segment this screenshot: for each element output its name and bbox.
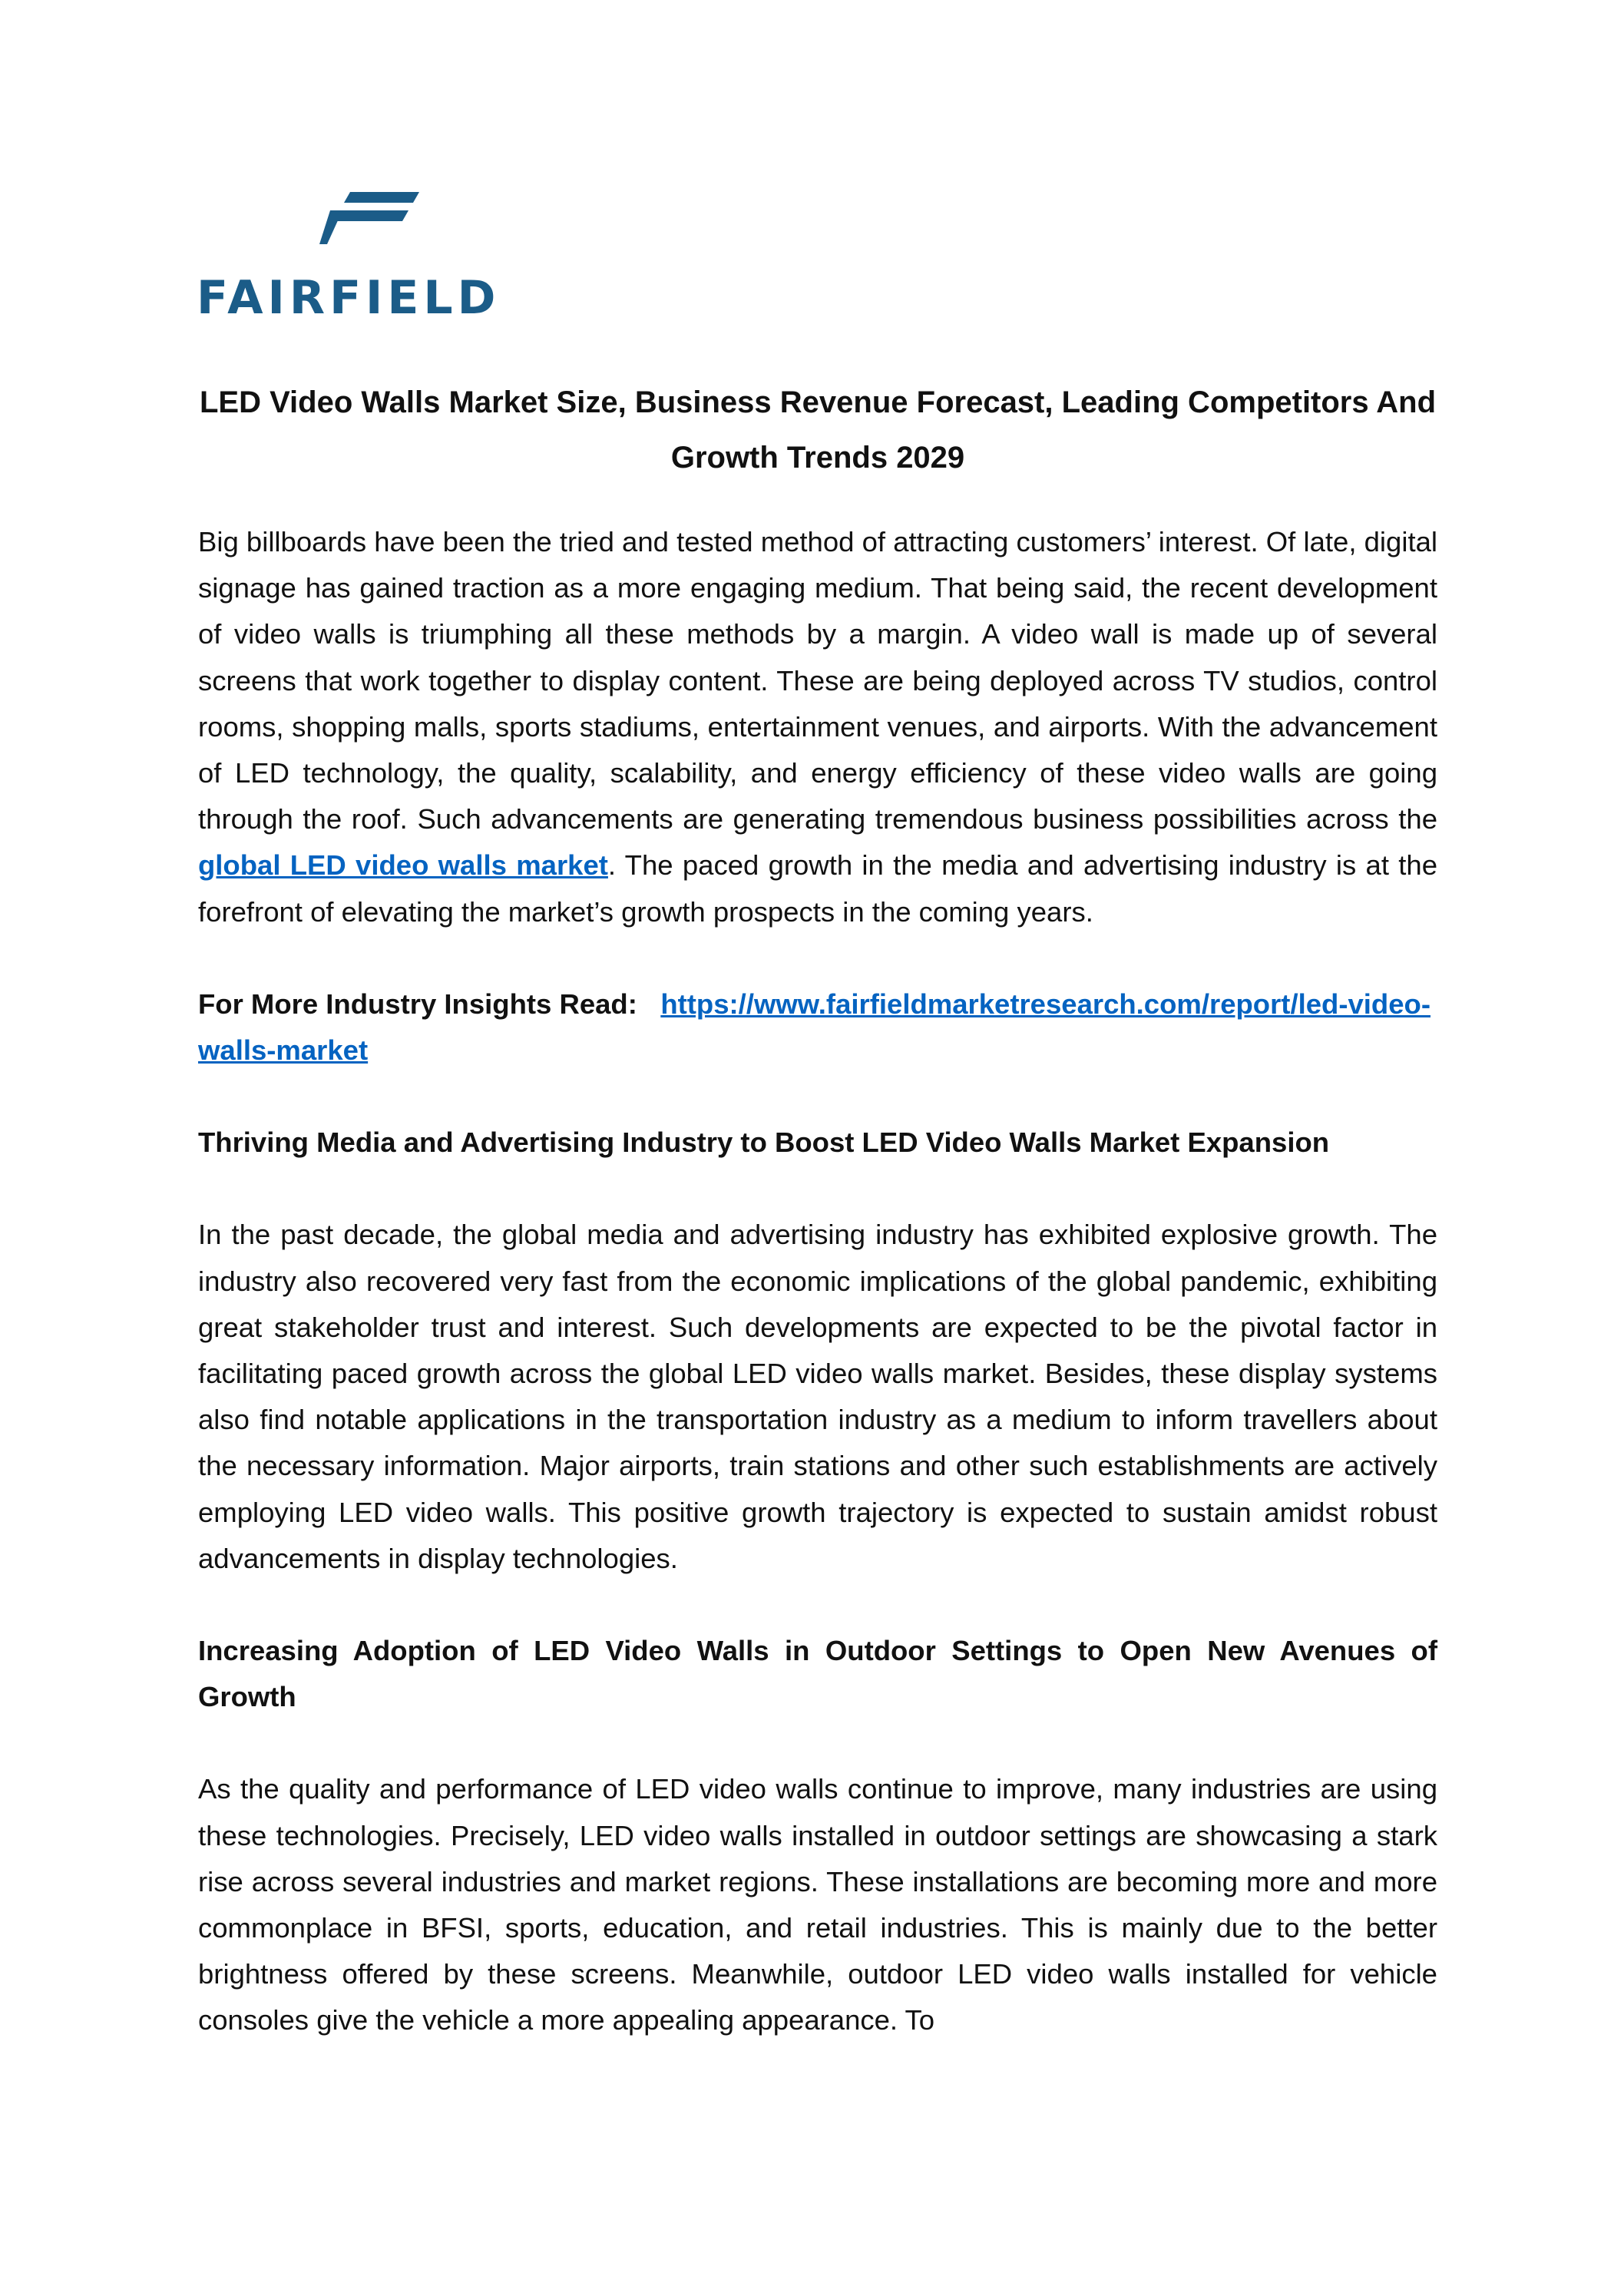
fairfield-logo-mark-icon	[319, 192, 419, 253]
section-heading: Increasing Adoption of LED Video Walls in Outdoor Settings to Open New Avenues of Growth	[198, 1635, 1437, 1713]
section-paragraph: In the past decade, the global media and advertising industry has exhibited explosive growth. The industry also recovered very fast from the economic implications of the global pandemic, exhibiting great stakeholder trust and interest. Such developments are expected to be the pivotal factor in facilitating paced growth across the global LED video walls market. Besides, these display systems also find notable applications in the transportation industry as a medium to inform travellers about the necessary information. Major airports, train stations and other such establishments are actively employing LED video walls. This positive growth trajectory is expected to sustain amidst robust advancements in display technologies.	[198, 1219, 1437, 1574]
intro-paragraph	[198, 519, 1437, 935]
document-title: LED Video Walls Market Size, Business Revenue Forecast, Leading Competitors And Growth Trends 2029	[199, 385, 1437, 475]
fairfield-logo	[197, 192, 534, 330]
report-url-link[interactable]: https://www.fairfieldmarketresearch.com/report/led-video-walls-market	[198, 988, 1431, 1067]
industry-insights-label: For More Industry Insights Read:	[198, 988, 637, 1020]
section-heading: Thriving Media and Advertising Industry to Boost LED Video Walls Market Expansion	[198, 1126, 1330, 1159]
fairfield-wordmark: FAIRFIELD	[197, 271, 501, 325]
section-paragraph: As the quality and performance of LED video walls continue to improve, many industries are using these technologies. Precisely, LED video walls installed in outdoor settings are showcasing a stark rise across several industries and market regions. These installations are becoming more and more commonplace in BFSI, sports, education, and retail industries. This is mainly due to the better brightness offered by these screens. Meanwhile, outdoor LED video walls installed for vehicle consoles give the vehicle a more appealing appearance. To	[198, 1773, 1437, 2036]
global-led-video-walls-market-link[interactable]: global LED video walls market	[198, 849, 608, 882]
document-body	[198, 375, 1437, 2090]
intro-text-before-link: Big billboards have been the tried and tested method of attracting customers’ interest. Of late, digital signage has gained traction as a more engaging medium. That being said, the recent development of video walls is triumphing all these methods by a margin. A video wall is made up of several screens that work together to display content. These are being deployed across TV studios, control rooms, shopping malls, sports stadiums, entertainment venues, and airports. With the advancement of LED technology, the quality, scalability, and energy efficiency of these video walls are going through the roof. Such advancements are generating tremendous business possibilities across the	[198, 526, 1437, 835]
intro-text-after-link: . The paced growth in the media and advertising industry is at the forefront of elevating the market’s growth prospects in the coming years.	[198, 849, 1437, 928]
industry-insights-line	[198, 981, 1437, 1074]
